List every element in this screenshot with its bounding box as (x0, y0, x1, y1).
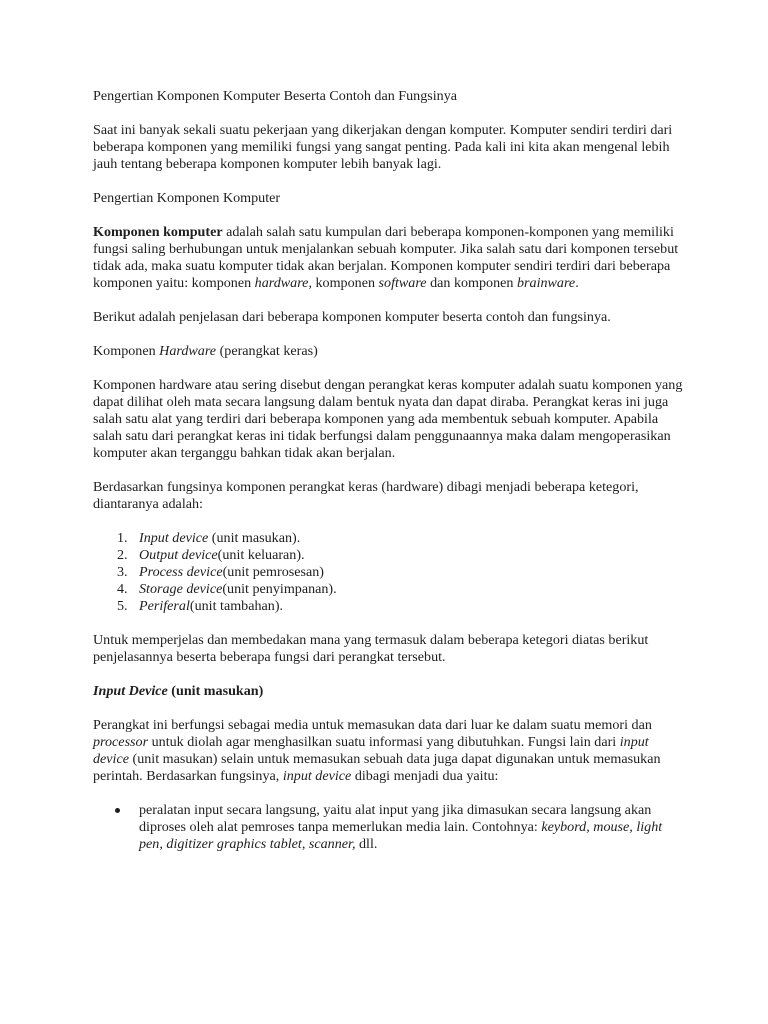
hardware-heading-prefix: Komponen (93, 343, 160, 359)
input-text-4: dibagi menjadi dua yaitu: (351, 768, 499, 784)
term-software: software (378, 275, 427, 291)
input-text-2: untuk diolah agar menghasilkan suatu informasi yang dibutuhkan. Fungsi lain dari (148, 734, 620, 750)
device-name: Periferal (139, 598, 190, 614)
input-device-paragraph (93, 717, 683, 785)
list-item (93, 598, 683, 615)
input-heading-rest: (unit masukan) (167, 683, 264, 699)
term-brainware: brainware (516, 275, 576, 291)
device-desc: (unit tambahan). (189, 598, 284, 614)
bullet-text: peralatan input secara langsung, yaitu alat input yang jika dimasukan secara langsung akan diproses oleh alat pemroses tanpa memerlukan media lain. Contohnya: (139, 802, 652, 835)
device-desc: (unit masukan). (208, 530, 301, 546)
hardware-heading-suffix: (perangkat keras) (216, 343, 318, 359)
hardware-heading (93, 343, 683, 360)
definition-term: Komponen komputer (93, 224, 223, 240)
explanation-intro: Berikut adalah penjelasan dari beberapa komponen komputer beserta contoh dan fungsinya. (93, 309, 611, 325)
definition-text-3: dan komponen (426, 275, 517, 291)
bullet-end: dll. (355, 836, 378, 852)
device-desc: (unit pemrosesan) (222, 564, 324, 580)
hardware-paragraph: Komponen hardware atau sering disebut dengan perangkat keras komputer adalah suatu komponen yang dapat dilihat oleh mata secara langsung dalam bentuk nyata dan dapat diraba. Perangkat keras ini juga salah satu alat yang terdiri dari beberapa komponen yang ada membentuk sebuah komputer. Apabila salah satu dari perangkat keras ini tidak berfungsi dalam penggunaannya maka dalam mengoperasikan komputer akan terganggu bahkan tidak akan berjalan. (93, 377, 683, 461)
term-hardware: hardware (254, 275, 309, 291)
list-item (93, 547, 683, 564)
input-type-list (93, 802, 683, 853)
list-number: 4. (117, 581, 128, 597)
definition-text-1: adalah salah satu kumpulan dari beberapa komponen-komponen yang memiliki fungsi saling berhubungan untuk menjalankan sebuah komputer. Jika salah satu dari komponen tersebut tidak ada, maka suatu komputer tidak akan berjalan. Komponen komputer sendiri terdiri dari beberapa komponen yaitu: komponen (93, 224, 679, 291)
list-number: 5. (117, 598, 128, 614)
clarify-paragraph: Untuk memperjelas dan membedakan mana yang termasuk dalam beberapa ketegori diatas berikut penjelasannya beserta beberapa fungsi dari perangkat tersebut. (93, 632, 649, 665)
term-input-device-2: input device (282, 768, 352, 784)
input-text-1: Perangkat ini berfungsi sebagai media untuk memasukan data dari luar ke dalam suatu memori dan (93, 717, 652, 733)
term-processor: processor (93, 734, 149, 750)
device-name: Process device (139, 564, 223, 580)
hardware-heading-italic: Hardware (159, 343, 217, 359)
bullet-icon (115, 808, 120, 813)
list-number: 1. (117, 530, 128, 546)
list-item (93, 564, 683, 581)
term-input-device: input device (93, 734, 649, 767)
device-category-list (93, 530, 683, 615)
list-item (93, 581, 683, 598)
device-name: Storage device (139, 581, 223, 597)
bullet-examples: keybord, mouse, light pen, digitizer graphics tablet, scanner, (139, 819, 663, 852)
device-desc: (unit keluaran). (217, 547, 305, 563)
section-heading: Pengertian Komponen Komputer (93, 190, 281, 206)
definition-text-4: . (575, 275, 579, 291)
device-name: Input device (139, 530, 209, 546)
input-text-3: (unit masukan) selain untuk memasukan sebuah data juga dapat digunakan untuk memasukan perintah. Berdasarkan fungsinya, (93, 751, 661, 784)
list-item (93, 802, 683, 853)
intro-paragraph: Saat ini banyak sekali suatu pekerjaan yang dikerjakan dengan komputer. Komputer sendiri terdiri dari beberapa komponen yang memiliki fungsi yang sangat penting. Pada kali ini kita akan mengenal lebih jauh tentang beberapa komponen komputer lebih banyak lagi. (93, 122, 673, 172)
device-name: Output device (139, 547, 218, 563)
list-number: 2. (117, 547, 128, 563)
document-page (93, 88, 683, 853)
device-desc: (unit penyimpanan). (222, 581, 337, 597)
definition-paragraph (93, 224, 683, 292)
input-heading-italic: Input Device (93, 683, 168, 699)
list-number: 3. (117, 564, 128, 580)
list-item (93, 530, 683, 547)
document-title: Pengertian Komponen Komputer Beserta Contoh dan Fungsinya (93, 88, 458, 104)
definition-text-2: , komponen (308, 275, 379, 291)
input-device-heading (93, 683, 683, 700)
categories-intro: Berdasarkan fungsinya komponen perangkat keras (hardware) dibagi menjadi beberapa ketegori, diantaranya adalah: (93, 479, 639, 512)
